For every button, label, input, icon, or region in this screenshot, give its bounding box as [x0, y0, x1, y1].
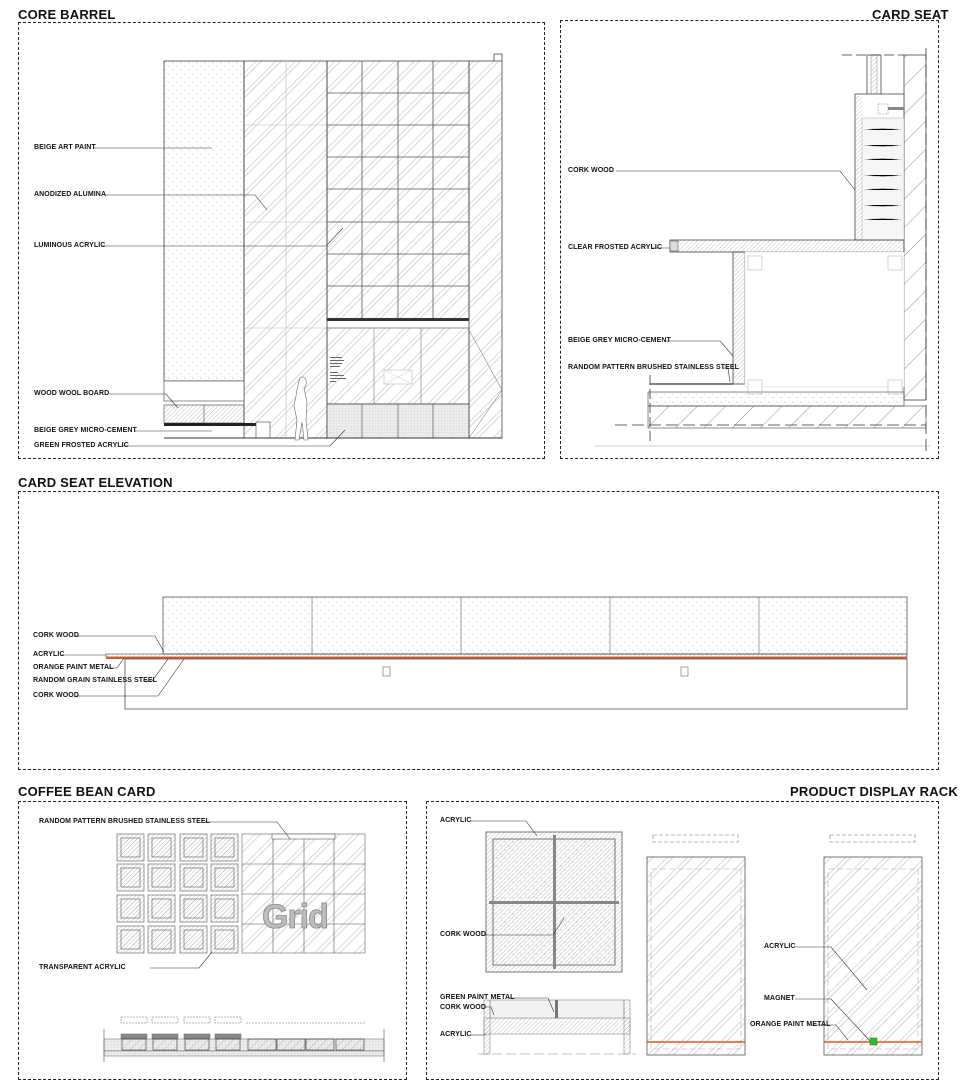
label-cork-wood: CORK WOOD [568, 167, 615, 174]
panel-title-card-seat-elevation: CARD SEAT ELEVATION [18, 475, 173, 490]
panel-title-coffee-bean-card: COFFEE BEAN CARD [18, 784, 156, 799]
label-cork-wood-bottom: CORK WOOD [33, 692, 80, 699]
label-acrylic: ACRYLIC [33, 651, 65, 658]
label-beige-grey-micro-cement: BEIGE GREY MICRO-CEMENT [568, 337, 671, 344]
label-acrylic-panel: ACRYLIC [764, 943, 796, 950]
label-random-grain-stainless-steel: RANDOM GRAIN STAINLESS STEEL [33, 677, 158, 684]
label-magnet: MAGNET [764, 995, 795, 1002]
label-orange-paint-metal: ORANGE PAINT METAL [750, 1021, 831, 1028]
label-anodized-alumina: ANODIZED ALUMINA [34, 191, 107, 198]
grid-card-logo-text: Grid [262, 898, 328, 936]
label-random-pattern-brushed-stainless-steel: RANDOM PATTERN BRUSHED STAINLESS STEEL [568, 364, 740, 371]
label-acrylic-section: ACRYLIC [440, 1031, 472, 1038]
label-beige-art-paint: BEIGE ART PAINT [34, 144, 96, 151]
label-green-frosted-acrylic: GREEN FROSTED ACRYLIC [34, 442, 129, 449]
label-clear-frosted-acrylic: CLEAR FROSTED ACRYLIC [568, 244, 663, 251]
label-cork-wood: CORK WOOD [440, 931, 487, 938]
label-luminous-acrylic: LUMINOUS ACRYLIC [34, 242, 106, 249]
panel-title-core-barrel: CORE BARREL [18, 7, 116, 22]
label-wood-wool-board: WOOD WOOL BOARD [34, 390, 110, 397]
panel-title-card-seat: CARD SEAT [872, 7, 949, 22]
label-cork-wood-section: CORK WOOD [440, 1004, 487, 1011]
label-beige-grey-micro-cement: BEIGE GREY MICRO-CEMENT [34, 427, 137, 434]
label-orange-paint-metal: ORANGE PAINT METAL [33, 664, 114, 671]
label-green-paint-metal: GREEN PAINT METAL [440, 994, 515, 1001]
label-random-pattern-brushed-stainless-steel: RANDOM PATTERN BRUSHED STAINLESS STEEL [39, 818, 211, 825]
label-transparent-acrylic: TRANSPARENT ACRYLIC [39, 964, 126, 971]
panel-title-product-display-rack: PRODUCT DISPLAY RACK [790, 784, 958, 799]
label-acrylic-frame: ACRYLIC [440, 817, 472, 824]
label-cork-wood-top: CORK WOOD [33, 632, 80, 639]
